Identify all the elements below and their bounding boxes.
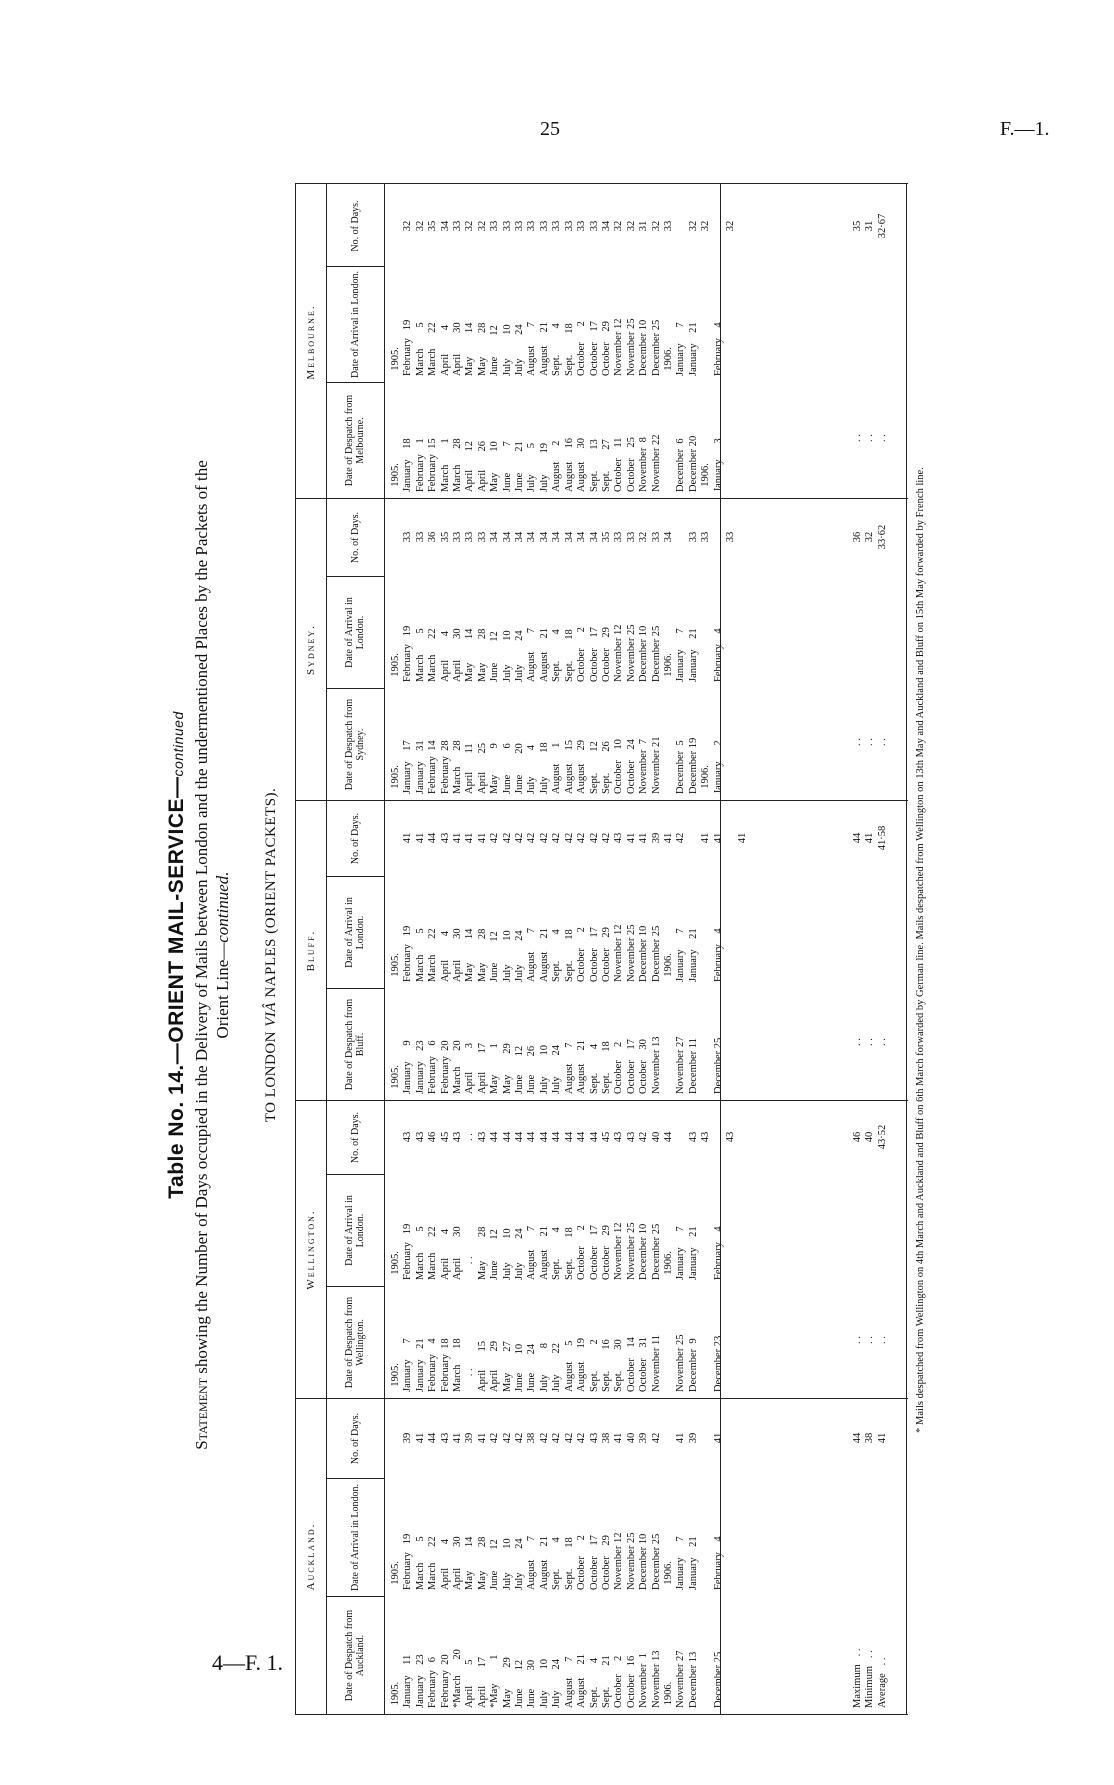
city-header-row	[296, 184, 327, 1714]
auckland-arrival-dates: 1905. February 19 March 5 March 22 April 4 April 30 May 14 May 28 June 12 July 10 July 24 August 7 August 21 Sept. 4 Sept. 18 October 2 October 17 October 29 November 12 November 25 December 10 December 25 1906. January 7 January 21 February 4	[390, 1532, 724, 1590]
statement-caption: Statement showing the Number of Days occupied in the Delivery of Mails between London and the undermentioned Places by the Packets of the Orient Line—continued.	[192, 460, 232, 1450]
bluff-arrival-dates: 1905. February 19 March 5 March 22 April 4 April 30 May 14 May 28 June 12 July 10 July 24 August 7 August 21 Sept. 4 Sept. 18 October 2 October 17 October 29 November 12 November 25 December 10 December 25 1906. January 7 January 21 February 4	[390, 924, 724, 982]
bluff-despatch-dates: 1905. January 9 January 23 February 6 February 20 March 20 April 3 April 17 May 1 May 29 June 12 June 26 July 10 July 24 August 7 August 21 Sept. 4 Sept. 18 October 2 October 17 October 30 November 13 November 27 December 11 December 25	[390, 1036, 724, 1094]
bluff-summary: 44 41 41·58	[852, 825, 888, 851]
sydney-arrival-dates: 1905. February 19 March 5 March 22 April 4 April 30 May 14 May 28 June 12 July 10 July 24 August 7 August 21 Sept. 4 Sept. 18 October 2 October 17 October 29 November 12 November 25 December 10 December 25 1906. January 7 January 21 February 4	[390, 624, 724, 682]
mail-table	[295, 183, 908, 1715]
summary-labels: Maximum . . Minimum . . Average . .	[852, 1648, 888, 1708]
col-auckland-despatch: Date of Despatch from Auckland.	[326, 1596, 384, 1714]
wellington-summary: 46 40 43·52	[852, 1124, 888, 1150]
col-wellington-arrival: Date of Arrival in London.	[326, 1174, 384, 1286]
col-bluff-arrival: Date of Arrival in London.	[326, 876, 384, 988]
auckland-despatch-dates: 1905. January 11 January 23 February 6 February 20 *March 20 April 5 April 17 *May 1 May 29 June 12 June 30 July 10 July 24 August 7 August 21 Sept. 4 Sept. 21 October 2 October 16 November 1 November 13 1906. November 27 December 13 December 25	[390, 1649, 724, 1708]
col-bluff-days: No. of Days.	[326, 800, 384, 876]
divider	[384, 800, 908, 801]
col-wellington-despatch: Date of Despatch from Wellington.	[326, 1286, 384, 1398]
page-number: 25	[540, 118, 560, 140]
bluff-days: 41 41 44 43 41 41 41 42 42 42 42 42 42 42 42 42 42 43 41 41 39 41 42 41 41 41	[402, 832, 749, 844]
melbourne-summary-blank: . . . . . .	[852, 434, 888, 442]
city-wellington: Wellington.	[296, 1100, 326, 1398]
table-bottom-rule	[906, 184, 907, 1714]
sydney-summary: 36 32 33·62	[852, 524, 888, 550]
col-sydney-days: No. of Days.	[326, 498, 384, 576]
col-wellington-days: No. of Days.	[326, 1100, 384, 1174]
divider	[384, 498, 908, 499]
melbourne-arrival-dates: 1905. February 19 March 5 March 22 April 4 April 30 May 14 May 28 June 12 July 10 July 24 August 7 August 21 Sept. 4 Sept. 18 October 2 October 17 October 29 November 12 November 25 December 10 December 25 1906. January 7 January 21 February 4	[390, 318, 724, 376]
wellington-summary-blank: . . . . . .	[852, 1336, 888, 1344]
auckland-summary: 44 38 41	[852, 1432, 888, 1444]
divider	[384, 1398, 908, 1399]
divider	[384, 1100, 908, 1101]
melbourne-days: 32 32 35 34 33 32 32 33 33 33 33 33 33 33 33 33 34 32 32 31 32 33 32 32 32	[402, 220, 736, 232]
footnote: * Mails despatched from Wellington on 4th March and Auckland and Bluff on 6th March forwarded by German line. Mails despatched from Wellington on 13th May and Auckland and Bluff on 15th May forwarded by French line.	[915, 467, 926, 1433]
col-sydney-arrival: Date of Arrival in London.	[326, 576, 384, 688]
col-melbourne-days: No. of Days.	[349, 200, 361, 252]
auckland-days: 39 41 44 43 41 39 41 42 42 42 38 42 42 42 42 43 38 41 40 39 42 41 39 41	[402, 1432, 724, 1444]
sydney-summary-blank: . . . . . .	[852, 738, 888, 746]
sydney-despatch-dates: 1905. January 17 January 31 February 14 February 28 March 28 April 11 April 25 May 9 June 6 June 20 July 4 July 18 August 1 August 15 August 29 Sept. 12 Sept. 26 October 10 October 24 November 7 November 21 December 5 December 19 1906. January 2	[390, 736, 724, 794]
col-melbourne-arrival: Date of Arrival in London.	[326, 266, 384, 382]
wellington-arrival-dates: 1905. February 19 March 5 March 22 April 4 April 30 . . May 28 June 12 July 10 July 24 August 7 August 21 Sept. 4 Sept. 18 October 2 October 17 October 29 November 12 November 25 December 10 December 25 1906. January 7 January 21 February 4	[390, 1222, 724, 1280]
rotated-table-sheet	[165, 175, 945, 1735]
city-sydney: Sydney.	[296, 498, 326, 800]
wellington-days: 43 43 46 45 43 . . 43 44 44 44 44 44 44 44 44 44 45 43 43 42 40 44 43 43 43	[402, 1131, 736, 1143]
city-auckland: Auckland.	[296, 1398, 326, 1714]
col-bluff-despatch: Date of Despatch from Bluff.	[326, 988, 384, 1100]
summary-divider	[720, 184, 721, 1714]
title-block	[165, 205, 233, 1705]
col-auckland-days: No. of Days.	[326, 1398, 384, 1478]
col-auckland-arrival: Date of Arrival in London.	[326, 1478, 384, 1596]
sydney-days: 33 33 36 35 33 33 33 34 34 34 34 34 34 34 34 34 35 33 33 32 33 34 33 33 33	[402, 531, 736, 543]
col-melbourne-despatch: Date of Despatch from Melbourne.	[326, 382, 384, 498]
city-melbourne: Melbourne.	[305, 304, 317, 380]
page-signature-mark: 4—F. 1.	[212, 1650, 283, 1675]
column-header-row	[326, 184, 385, 1714]
wellington-despatch-dates: 1905. January 7 January 21 February 4 February 18 March 18 . . April 15 April 29 May 27 June 10 June 24 July 8 July 22 August 5 August 19 Sept. 2 Sept. 16 Sept. 30 October 14 October 31 November 11 November 25 December 9 December 23	[390, 1334, 724, 1392]
col-sydney-despatch: Date of Despatch from Sydney.	[326, 688, 384, 800]
melbourne-despatch-dates: 1905. January 18 February 1 February 15 March 1 March 28 April 12 April 26 May 10 June 7 June 21 July 5 July 19 August 2 August 16 August 30 Sept. 13 Sept. 27 October 11 October 25 November 8 November 22 December 6 December 20 1906. January 3	[390, 434, 724, 492]
table-title: Table No. 14.—ORIENT MAIL-SERVICE—continued	[165, 711, 188, 1199]
page-reference: F.—1.	[1000, 118, 1050, 140]
table-subheading: TO LONDON VIÂ NAPLES (ORIENT PACKETS).	[263, 787, 279, 1123]
melbourne-summary: 35 31 32·67	[852, 213, 888, 239]
city-bluff: Bluff.	[296, 800, 326, 1100]
bluff-summary-blank: . . . . . .	[852, 1038, 888, 1046]
